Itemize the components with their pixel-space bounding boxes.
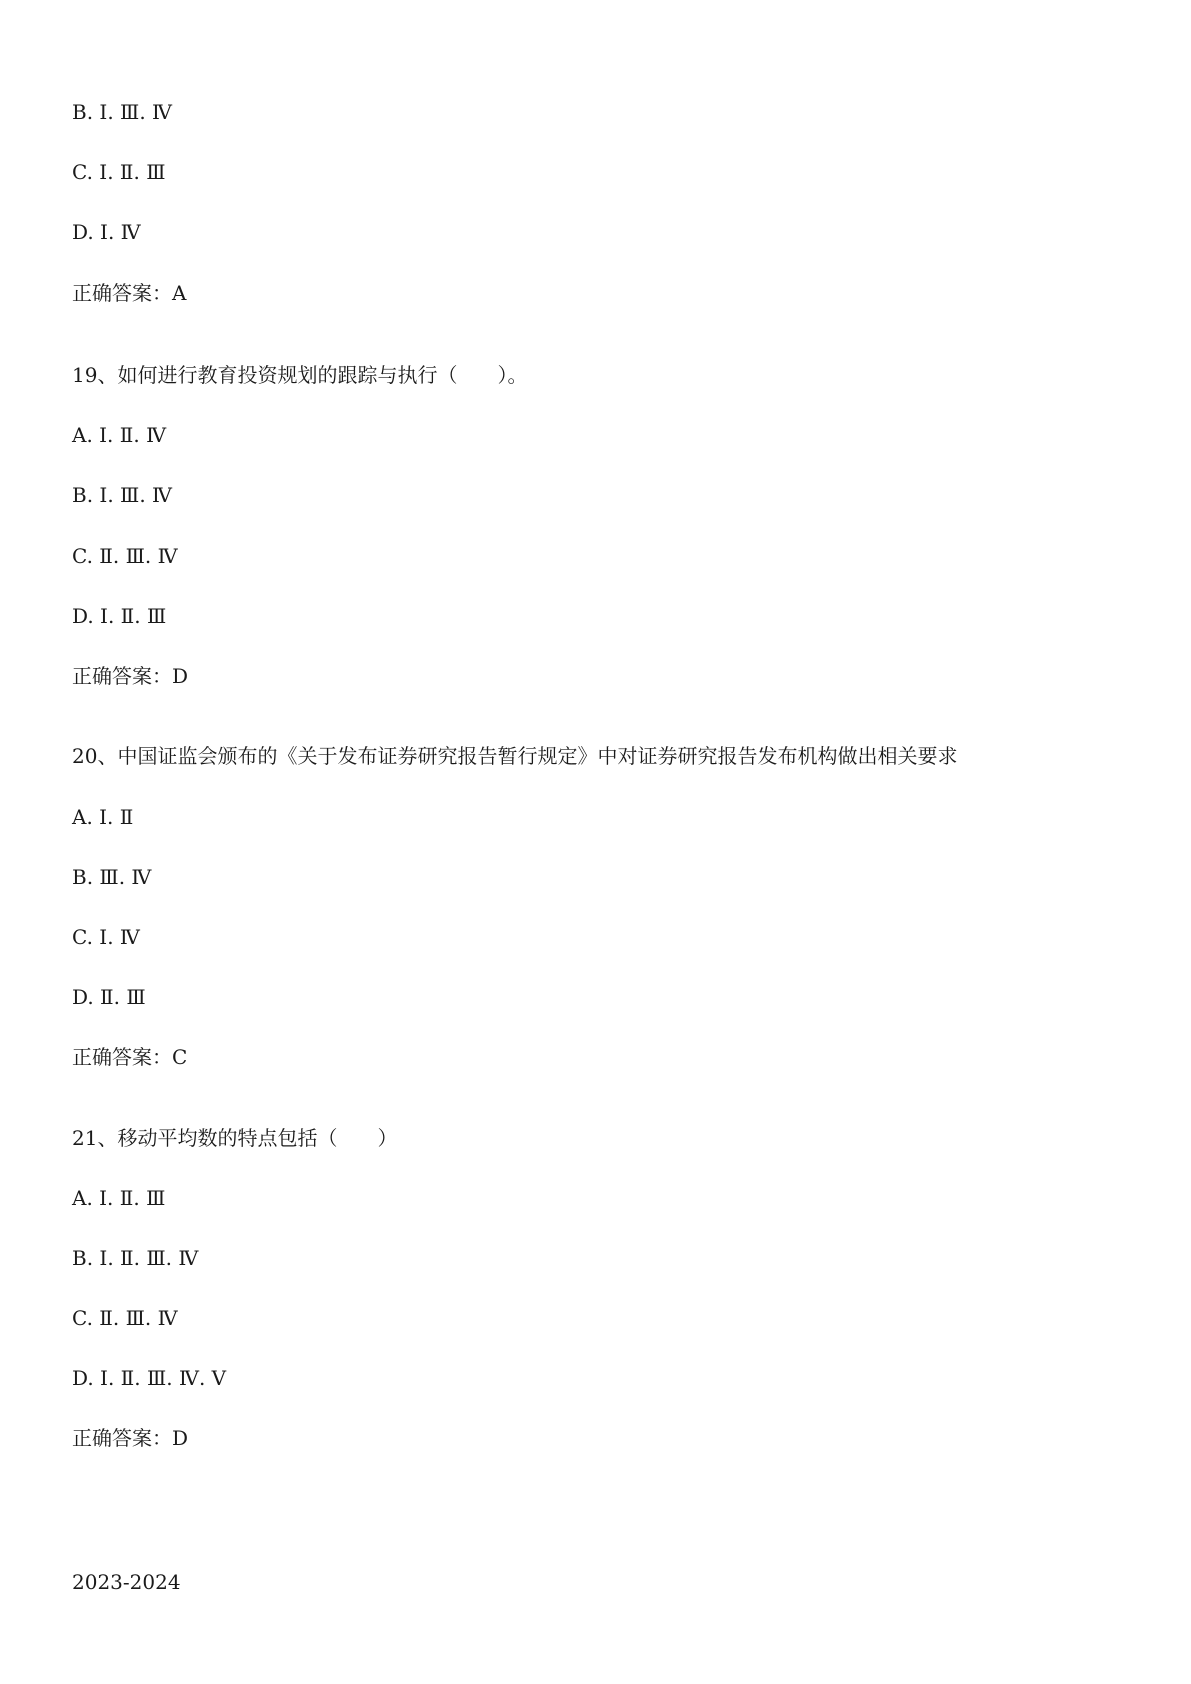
q20-option-b: B. Ⅲ. Ⅳ xyxy=(72,865,152,889)
q21-option-b: B. Ⅰ. Ⅱ. Ⅲ. Ⅳ xyxy=(72,1246,199,1270)
q19-option-d: D. Ⅰ. Ⅱ. Ⅲ xyxy=(72,604,167,628)
q19-question: 19、如何进行教育投资规划的跟踪与执行（ ）。 xyxy=(72,363,528,387)
q20-answer: 正确答案：C xyxy=(72,1045,188,1069)
q21-option-c: C. Ⅱ. Ⅲ. Ⅳ xyxy=(72,1306,178,1330)
q21-answer: 正确答案：D xyxy=(72,1426,189,1450)
q19-answer: 正确答案：D xyxy=(72,664,189,688)
footer-year: 2023-2024 xyxy=(72,1570,181,1594)
q19-option-b: B. Ⅰ. Ⅲ. Ⅳ xyxy=(72,483,173,507)
q18-answer: 正确答案：A xyxy=(72,281,187,305)
q20-question: 20、中国证监会颁布的《关于发布证券研究报告暂行规定》中对证券研究报告发布机构做出相关要求 xyxy=(72,744,958,768)
q19-option-c: C. Ⅱ. Ⅲ. Ⅳ xyxy=(72,544,178,568)
q21-option-a: A. Ⅰ. Ⅱ. Ⅲ xyxy=(72,1186,166,1210)
q20-option-a: A. Ⅰ. Ⅱ xyxy=(72,805,134,829)
q20-option-c: C. Ⅰ. Ⅳ xyxy=(72,925,140,949)
q18-option-d: D. Ⅰ. Ⅳ xyxy=(72,220,141,244)
q18-option-c: C. Ⅰ. Ⅱ. Ⅲ xyxy=(72,160,166,184)
q19-option-a: A. Ⅰ. Ⅱ. Ⅳ xyxy=(72,423,167,447)
q20-option-d: D. Ⅱ. Ⅲ xyxy=(72,985,146,1009)
q21-option-d: D. Ⅰ. Ⅱ. Ⅲ. Ⅳ. Ⅴ xyxy=(72,1366,227,1390)
q21-question: 21、移动平均数的特点包括（ ） xyxy=(72,1126,398,1150)
q18-option-b: B. Ⅰ. Ⅲ. Ⅳ xyxy=(72,100,173,124)
